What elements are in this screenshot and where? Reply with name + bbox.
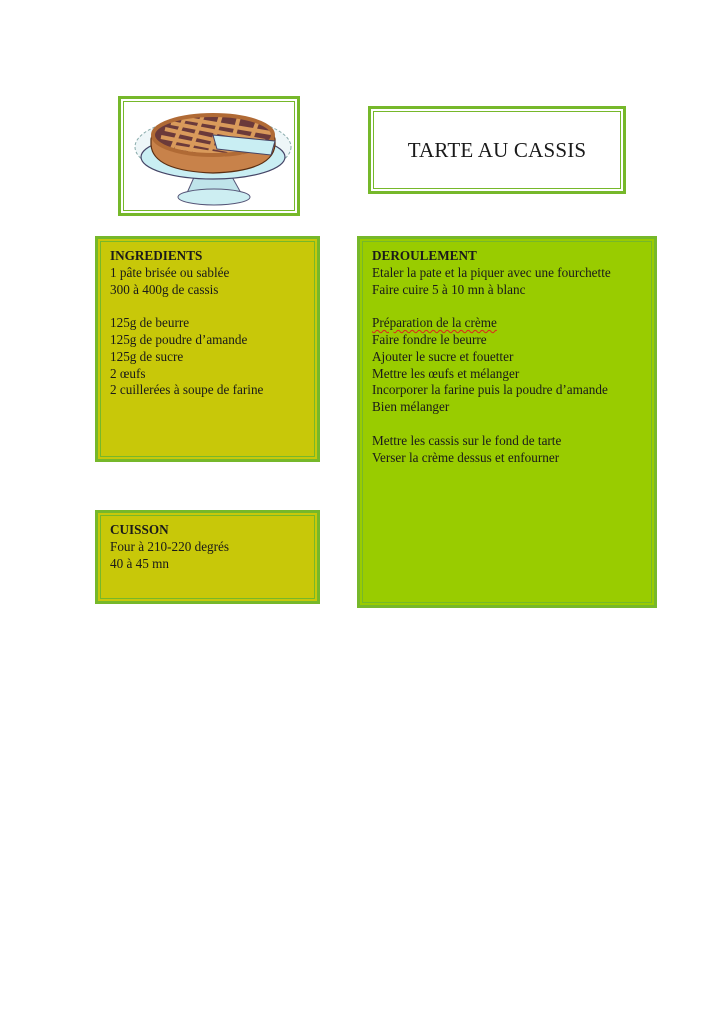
deroulement-content (372, 248, 648, 466)
step-line: Ajouter le sucre et fouetter (372, 348, 514, 364)
step-line: Mettre les œufs et mélanger (372, 365, 520, 381)
tart-image-frame (118, 96, 300, 216)
step-line: Incorporer la farine puis la poudre d’amande (372, 382, 608, 398)
recipe-title: TARTE AU CASSIS (407, 137, 587, 162)
ingredient-line: 2 cuillerées à soupe de farine (110, 382, 264, 398)
deroulement-heading: DEROULEMENT (372, 248, 477, 263)
step-line: Faire fondre le beurre (372, 331, 487, 347)
spacer (372, 298, 648, 315)
step-line: Verser la crème dessus et enfourner (372, 449, 560, 465)
cuisson-line: 40 à 45 mn (110, 555, 169, 571)
ingredient-line: 300 à 400g de cassis (110, 281, 219, 297)
ingredients-heading: INGREDIENTS (110, 248, 203, 263)
ingredient-line: 125g de poudre d’amande (110, 331, 248, 347)
step-line: Etaler la pate et la piquer avec une fourchette (372, 264, 611, 280)
step-line: Faire cuire 5 à 10 mn à blanc (372, 281, 526, 297)
tart-illustration (125, 101, 295, 213)
cuisson-line: Four à 210-220 degrés (110, 538, 230, 554)
ingredients-content (110, 248, 311, 399)
cuisson-heading: CUISSON (110, 522, 169, 537)
spacer (372, 416, 648, 433)
ingredient-line: 1 pâte brisée ou sablée (110, 264, 230, 280)
deroulement-box (357, 236, 657, 608)
title-frame (368, 106, 626, 194)
step-line: Bien mélanger (372, 399, 450, 415)
creme-subheading: Préparation de la crème (372, 315, 497, 331)
ingredient-line: 125g de beurre (110, 315, 190, 331)
cuisson-content (110, 522, 311, 572)
spacer (110, 298, 311, 315)
ingredients-box (95, 236, 320, 462)
step-line: Mettre les cassis sur le fond de tarte (372, 432, 562, 448)
cuisson-box (95, 510, 320, 604)
ingredient-line: 125g de sucre (110, 348, 184, 364)
ingredient-line: 2 œufs (110, 365, 146, 381)
